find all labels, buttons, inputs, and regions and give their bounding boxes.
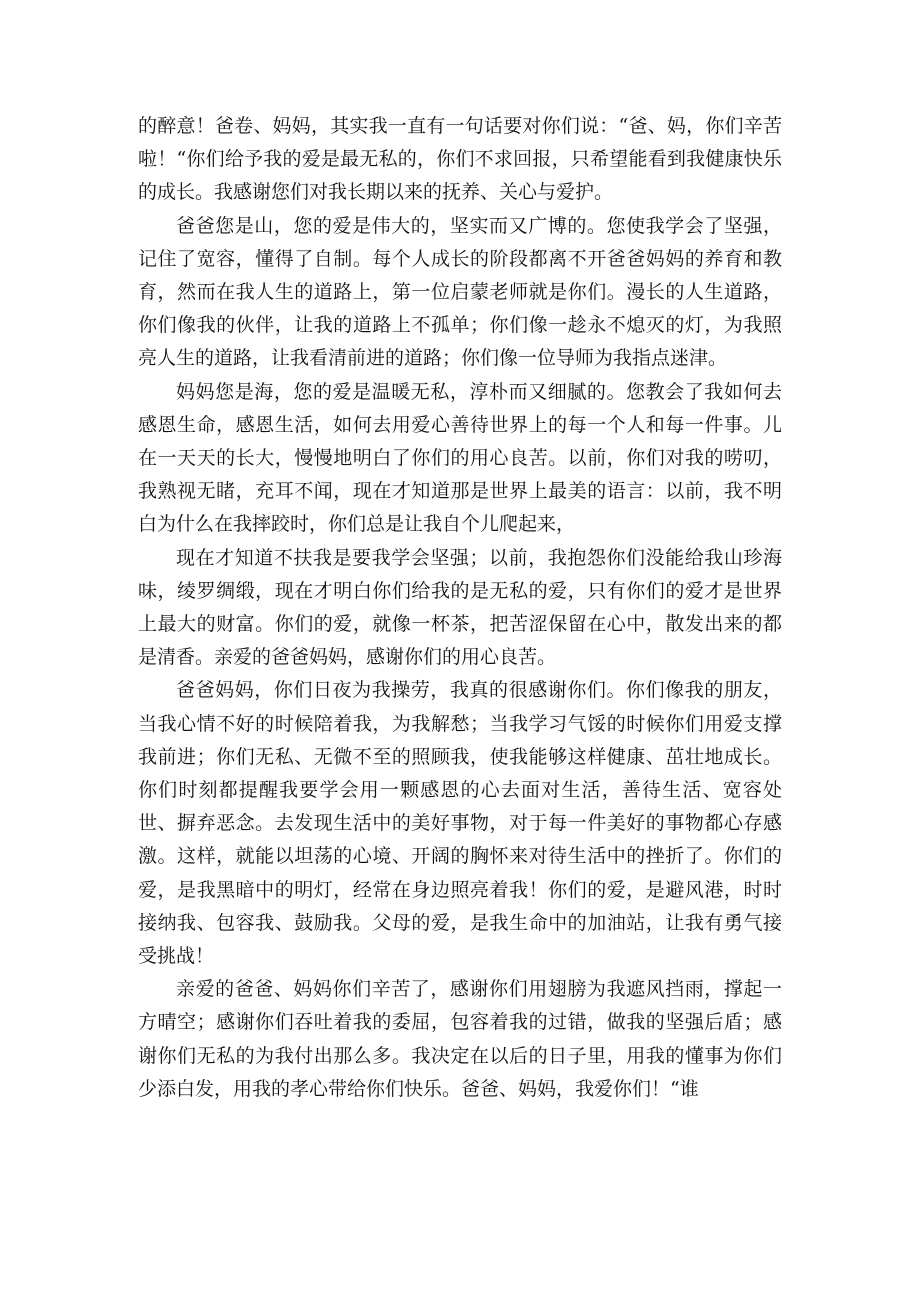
paragraph-3: 妈妈您是海，您的爱是温暖无私，淳朴而又细腻的。您教会了我如何去感恩生命，感恩生活，如何去用爱心善待世界上的每一个人和每一件事。儿在一天天的长大，慢慢地明白了你们的用心良苦。以前，你们对我的唠叨，我熟视无睹，充耳不闻，现在才知道那是世界上最美的语言：以前，我不明白为什么在我摔跤时，你们总是让我自个儿爬起来， (138, 380, 782, 536)
paragraph-1: 的醉意！爸卷、妈妈，其实我一直有一句话要对你们说：“爸、妈，你们辛苦啦！“你们给予我的爱是最无私的，你们不求回报，只希望能看到我健康快乐的成长。我感谢您们对我长期以来的抚养、关心与爱护。 (138, 115, 782, 204)
paragraph-2: 爸爸您是山，您的爱是伟大的，坚实而又广博的。您使我学会了坚强，记住了宽容，懂得了自制。每个人成长的阶段都离不开爸爸妈妈的养育和教育，然而在我人生的道路上，第一位启蒙老师就是你们。漫长的人生道路，你们像我的伙伴，让我的道路上不孤单；你们像一趁永不熄灭的灯，为我照亮人生的道路，让我看清前进的道路；你们像一位导师为我指点迷津。 (138, 214, 782, 370)
document-page (138, 110, 782, 1106)
paragraph-5: 爸爸妈妈，你们日夜为我操劳，我真的很感谢你们。你们像我的朋友，当我心情不好的时候陪着我，为我解愁；当我学习气馁的时候你们用爱支撑我前进；你们无私、无微不至的照顾我，使我能够这样健康、茁壮地成长。你们时刻都提醒我要学会用一颗感恩的心去面对生活，善待生活、宽容处世、摒弃恶念。去发现生活中的美好事物，对于每一件美好的事物都心存感激。这样，就能以坦荡的心境、开阔的胸怀来对待生活中的挫折了。你们的爱，是我黑暗中的明灯，经常在身边照亮着我！你们的爱，是避风港，时时接纳我、包容我、鼓励我。父母的爱，是我生命中的加油站，让我有勇气接受挑战！ (138, 679, 782, 968)
paragraph-6: 亲爱的爸爸、妈妈你们辛苦了，感谢你们用翅膀为我遮风挡雨，撑起一方晴空；感谢你们吞吐着我的委屈，包容着我的过错，做我的坚强后盾；感谢你们无私的为我付出那么多。我决定在以后的日子里，用我的懂事为你们少添白发，用我的孝心带给你们快乐。爸爸、妈妈，我爱你们！“谁 (138, 978, 782, 1100)
paragraph-4: 现在才知道不扶我是要我学会坚强；以前，我抱怨你们没能给我山珍海味，绫罗绸缎，现在才明白你们给我的是无私的爱，只有你们的爱才是世界上最大的财富。你们的爱，就像一杯茶，把苦涩保留在心中，散发出来的都是清香。亲爱的爸爸妈妈，感谢你们的用心良苦。 (138, 546, 782, 669)
